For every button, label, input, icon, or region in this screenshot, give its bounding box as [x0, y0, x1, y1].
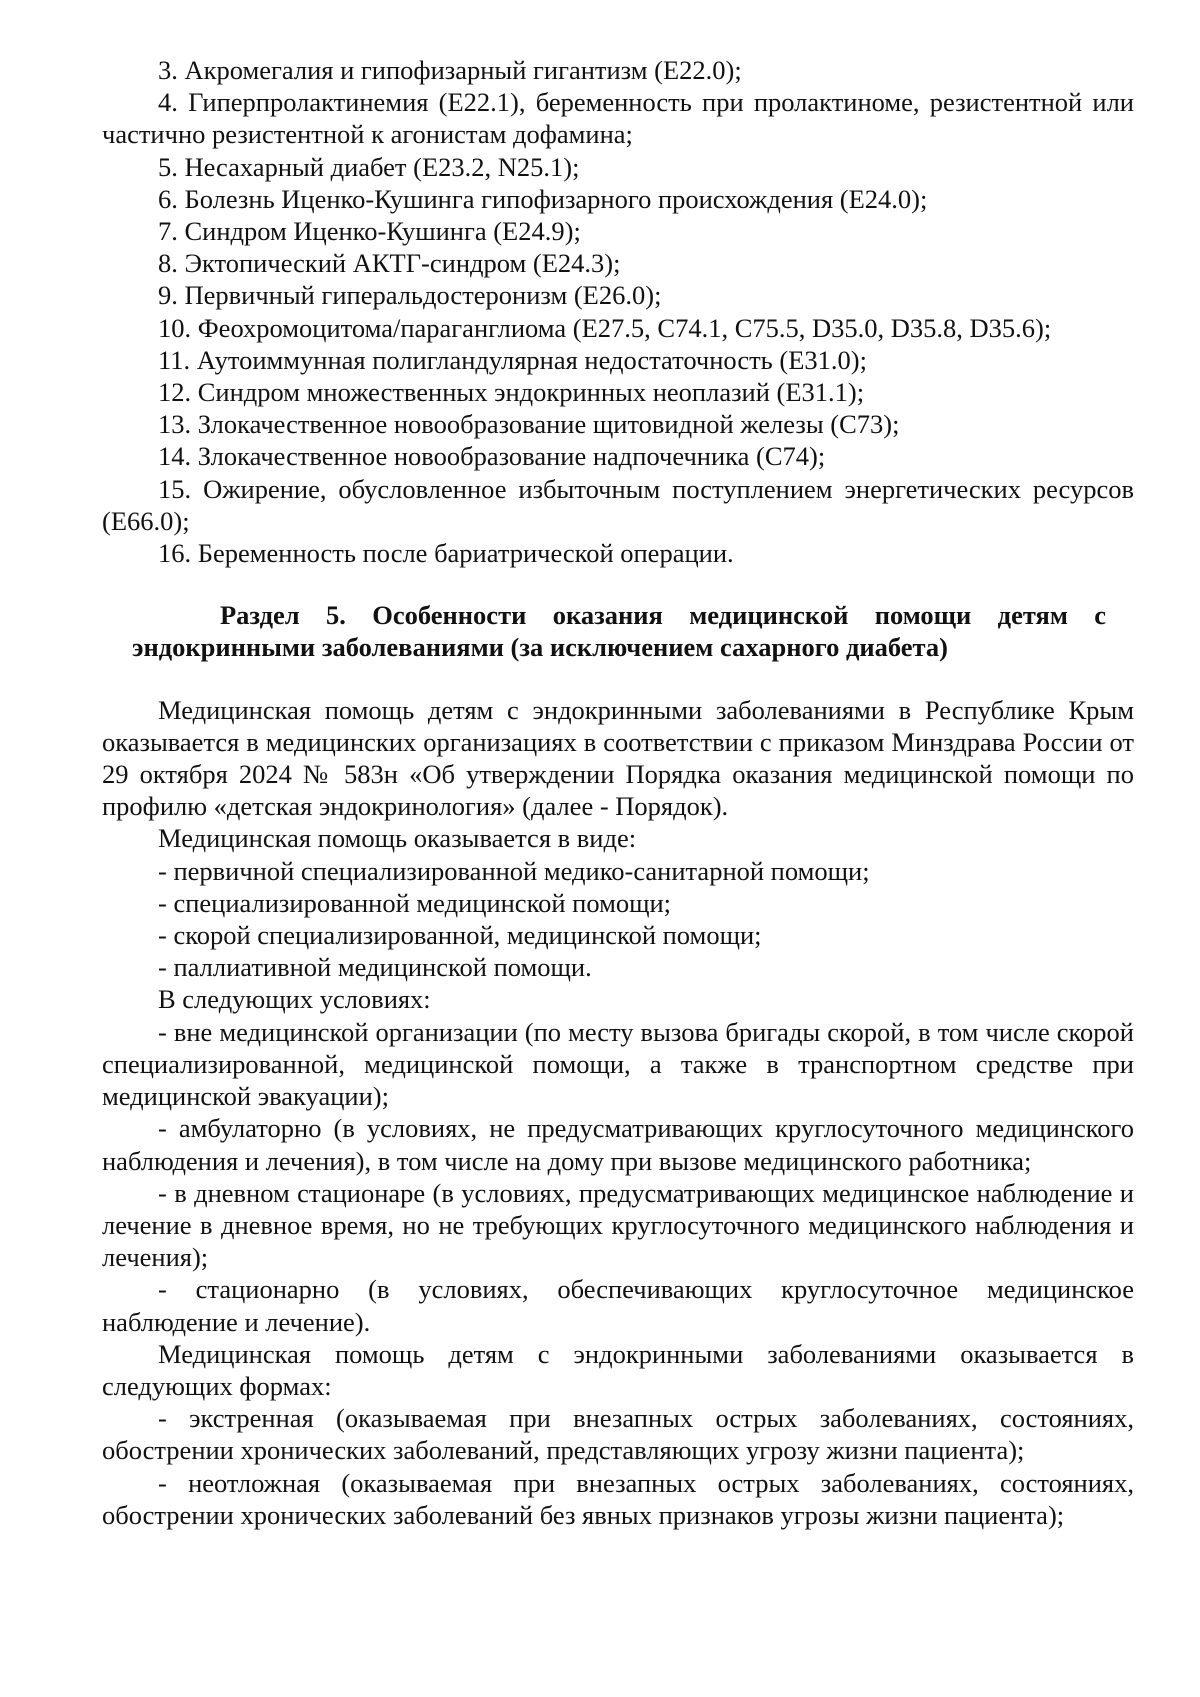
paragraph: - паллиативной медицинской помощи. — [158, 952, 592, 983]
paragraph: Медицинская помощь детям с эндокринными заболеваниями оказывается в следующих формах: — [102, 1338, 1134, 1401]
paragraph: - скорой специализированной, медицинской помощи; — [158, 920, 762, 951]
paragraph: - в дневном стационаре (в условиях, предусматривающих медицинское наблюдение и лечение в дневное время, но не требующих круглосуточного медицинского наблюдения и лечения); — [102, 1177, 1134, 1273]
spacer — [102, 569, 1134, 599]
paragraph: - вне медицинской организации (по месту вызова бригады скорой, в том числе скорой специализированной, медицинской помощи, а также в транспортном средстве при медицинской эвакуации); — [102, 1016, 1134, 1112]
spacer — [102, 664, 1134, 694]
section-title: Раздел 5. Особенности оказания медицинской помощи детям с эндокринными заболеваниями (за исключением сахарного диабета) — [132, 600, 1106, 663]
list-item: 11. Аутоиммунная полигландулярная недостаточность (E31.0); — [158, 344, 867, 375]
section-body — [102, 694, 1134, 1531]
list-item: 8. Эктопический АКТГ-синдром (E24.3); — [158, 248, 621, 279]
list-item: 13. Злокачественное новообразование щитовидной железы (С73); — [158, 409, 900, 440]
paragraph: - амбулаторно (в условиях, не предусматривающих круглосуточного медицинского наблюдения и лечения), в том числе на дому при вызове медицинского работника; — [102, 1113, 1134, 1176]
diagnosis-list — [102, 54, 1134, 569]
list-item: 16. Беременность после бариатрической операции. — [158, 538, 734, 569]
paragraph: - специализированной медицинской помощи; — [158, 887, 672, 918]
list-item: 14. Злокачественное новообразование надпочечника (С74); — [158, 441, 826, 472]
list-item: 10. Феохромоцитома/параганглиома (E27.5, С74.1, С75.5, D35.0, D35.8, D35.6); — [158, 312, 1052, 343]
paragraph: Медицинская помощь детям с эндокринными заболеваниями в Республике Крым оказывается в медицинских организациях в соответствии с приказом Минздрава России от 29 октября 2024 № 583н «Об утверждении Порядка оказания медицинской помощи по профилю «детская эндокринология» (далее - Порядок). — [102, 694, 1134, 822]
list-item: 7. Синдром Иценко-Кушинга (E24.9); — [158, 216, 581, 247]
list-item: 3. Акромегалия и гипофизарный гигантизм (E22.0); — [158, 55, 742, 85]
list-item: 9. Первичный гиперальдостеронизм (E26.0); — [158, 280, 662, 311]
list-item: 5. Несахарный диабет (E23.2, N25.1); — [158, 151, 580, 182]
paragraph: - первичной специализированной медико-санитарной помощи; — [158, 855, 870, 886]
list-item: 15. Ожирение, обусловленное избыточным поступлением энергетических ресурсов (E66.0); — [102, 473, 1134, 536]
list-item: 12. Синдром множественных эндокринных неоплазий (E31.1); — [158, 377, 865, 408]
document-page — [102, 54, 1134, 1531]
paragraph: - стационарно (в условиях, обеспечивающих круглосуточное медицинское наблюдение и лечение). — [102, 1274, 1134, 1337]
paragraph: - экстренная (оказываемая при внезапных острых заболеваниях, состояниях, обострении хронических заболеваний, представляющих угрозу жизни пациента); — [102, 1403, 1134, 1466]
list-item: 6. Болезнь Иценко-Кушинга гипофизарного происхождения (E24.0); — [158, 183, 928, 214]
list-item: 4. Гиперпролактинемия (E22.1), беременность при пролактиноме, резистентной или частично резистентной к агонистам дофамина; — [102, 87, 1134, 150]
paragraph: Медицинская помощь оказывается в виде: — [158, 823, 637, 854]
paragraph: В следующих условиях: — [158, 984, 431, 1015]
paragraph: - неотложная (оказываемая при внезапных острых заболеваниях, состояниях, обострении хронических заболеваний без явных признаков угрозы жизни пациента); — [102, 1467, 1134, 1530]
